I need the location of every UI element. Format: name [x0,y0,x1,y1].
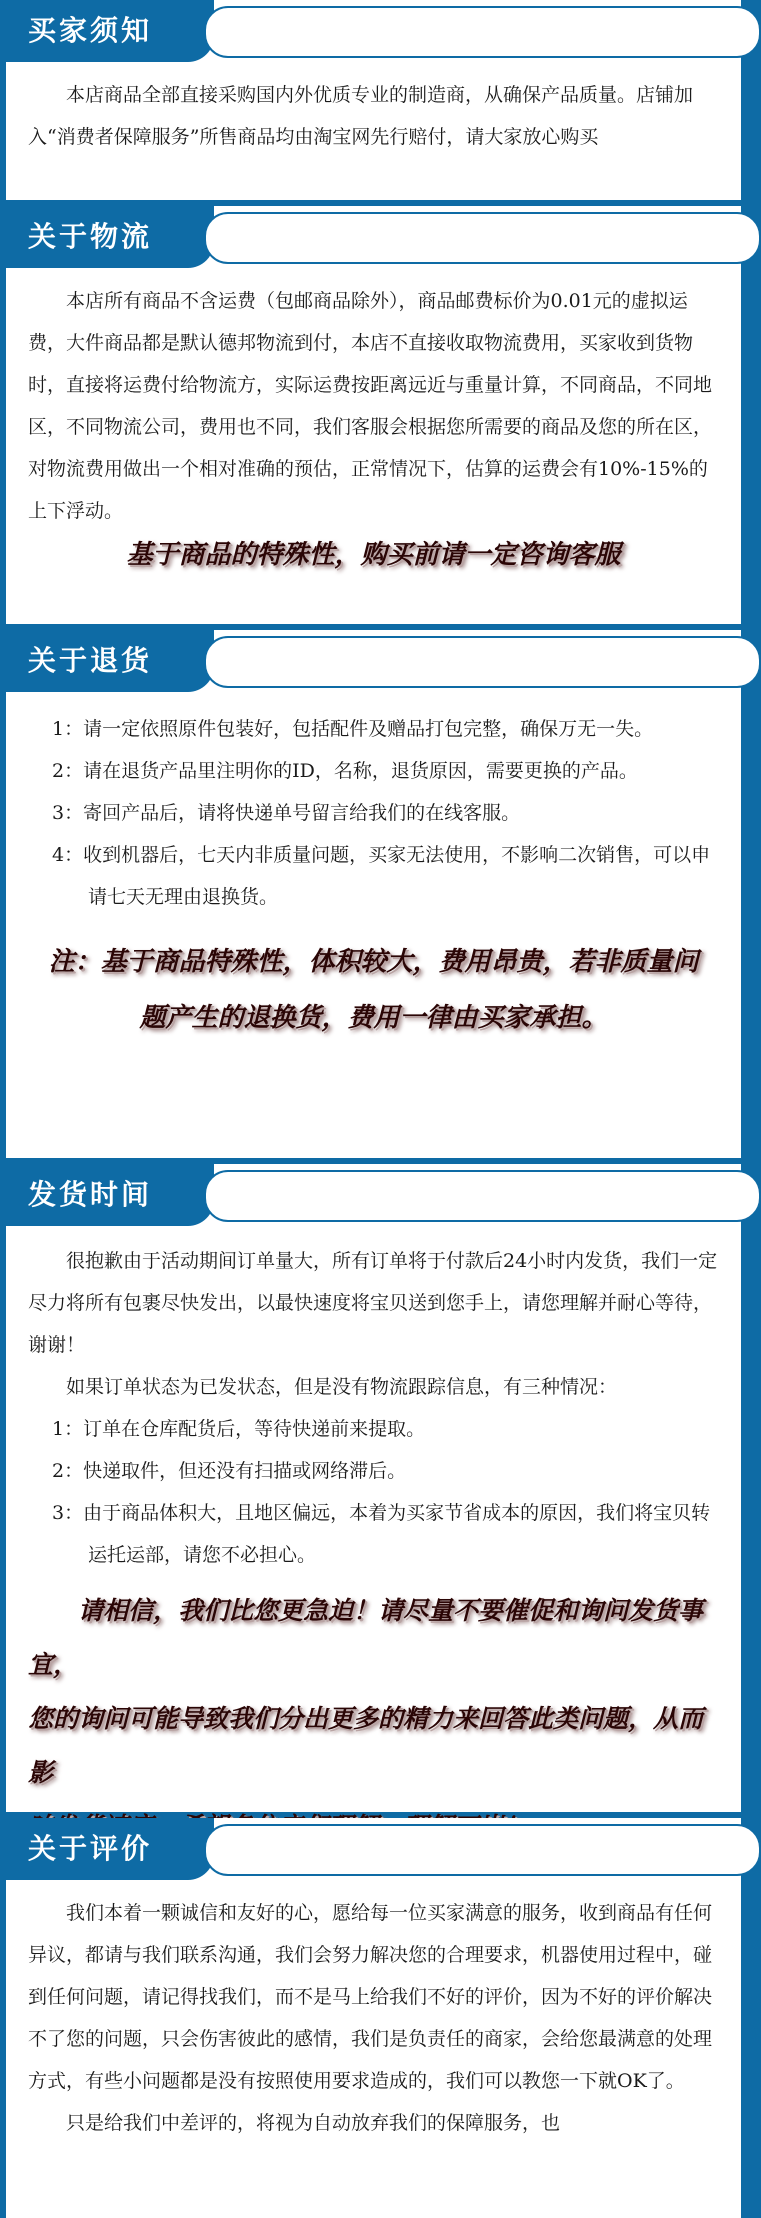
section-title: 关于评价 [6,1818,214,1880]
section-title: 关于退货 [6,630,214,692]
section-header [6,206,741,268]
section-title: 买家须知 [6,0,214,62]
paragraph: 如果订单状态为已发状态，但是没有物流跟踪信息，有三种情况： [66,1376,618,1398]
section-body [6,692,741,1056]
list-item: 2：请在退货产品里注明你的ID，名称，退货原因，需要更换的产品。 [52,760,638,782]
section-body [6,62,741,168]
paragraph: 本店所有商品不含运费（包邮商品除外），商品邮费标价为0.01元的虚拟运费，大件商品都是默认德邦物流到付，本店不直接收取物流费用，买家收到货物时，直接将运费付给物流方，实际运费按距离远近与重量计算，不同商品，不同地区，不同物流公司，费用也不同，我们客服会根据您所需要的商品及您的所在区，对物流费用做出一个相对准确的预估，正常情况下，估算的运费会有10%-15%的上下浮动。 [28,290,713,522]
paragraph: 很抱歉由于活动期间订单量大，所有订单将于付款后24小时内发货，我们一定尽力将所有包裹尽快发出，以最快速度将宝贝送到您手上，请您理解并耐心等待，谢谢！ [28,1250,718,1356]
section-shipping-time [6,1164,741,1812]
section-header [6,0,741,62]
paragraph: 本店商品全部直接采购国内外优质专业的制造商，从确保产品质量。店铺加入“消费者保障服务”所售商品均由淘宝网先行赔付，请大家放心购买 [28,84,694,148]
list-item: 4：收到机器后，七天内非质量问题，买家无法使用，不影响二次销售，可以申请七天无理由退换货。 [52,844,711,908]
emphasis-line: 注：基于商品特殊性，体积较大，费用昂贵，若非质量问 [48,947,699,977]
section-body [6,1226,741,1864]
section-header [6,630,741,692]
section-logistics [6,206,741,624]
header-bar [204,6,761,58]
list-item: 2：快递取件，但还没有扫描或网络滞后。 [52,1460,407,1482]
list-item: 1：订单在仓库配货后，等待快递前来提取。 [52,1418,426,1440]
header-bar [204,1824,761,1876]
emphasis-note: 基于商品的特殊性，购买前请一定咨询客服 [126,540,621,570]
header-bar [204,636,761,688]
paragraph: 我们本着一颗诚信和友好的心，愿给每一位买家满意的服务，收到商品有任何异议，都请与我们联系沟通，我们会努力解决您的合理要求，机器使用过程中，碰到任何问题，请记得找我们，而不是马上给我们不好的评价，因为不好的评价解决不了您的问题，只会伤害彼此的感情，我们是负责任的商家，会给您最满意的处理方式，有些小问题都是没有按照使用要求造成的，我们可以教您一下就OK了。 [28,1902,713,2092]
section-body [6,268,741,586]
section-returns [6,630,741,1158]
list-item: 3：由于商品体积大，且地区偏远，本着为买家节省成本的原因，我们将宝贝转运托运部，请您不必担心。 [52,1502,711,1566]
header-bar [204,212,761,264]
section-body [6,1880,741,2154]
section-title: 发货时间 [6,1164,214,1226]
list-item: 3：寄回产品后，请将快递单号留言给我们的在线客服。 [52,802,521,824]
list-item: 1：请一定依照原件包装好，包括配件及赠品打包完整，确保万无一失。 [52,718,654,740]
emphasis-line: 您的询问可能导致我们分出更多的精力来回答此类问题，从而影 [28,1704,704,1787]
paragraph: 只是给我们中差评的，将视为自动放弃我们的保障服务，也 [66,2112,561,2134]
shipping-cases [28,1408,719,1576]
return-steps [28,708,719,918]
section-buyer-notice [6,0,741,200]
emphasis-line: 请相信，我们比您更急迫！请尽量不要催促和询问发货事宜， [28,1596,704,1679]
section-title: 关于物流 [6,206,214,268]
header-bar [204,1170,761,1222]
emphasis-line: 题产生的退换货，费用一律由买家承担。 [139,1003,608,1033]
section-reviews [6,1818,741,2218]
section-header [6,1164,741,1226]
section-header [6,1818,741,1880]
